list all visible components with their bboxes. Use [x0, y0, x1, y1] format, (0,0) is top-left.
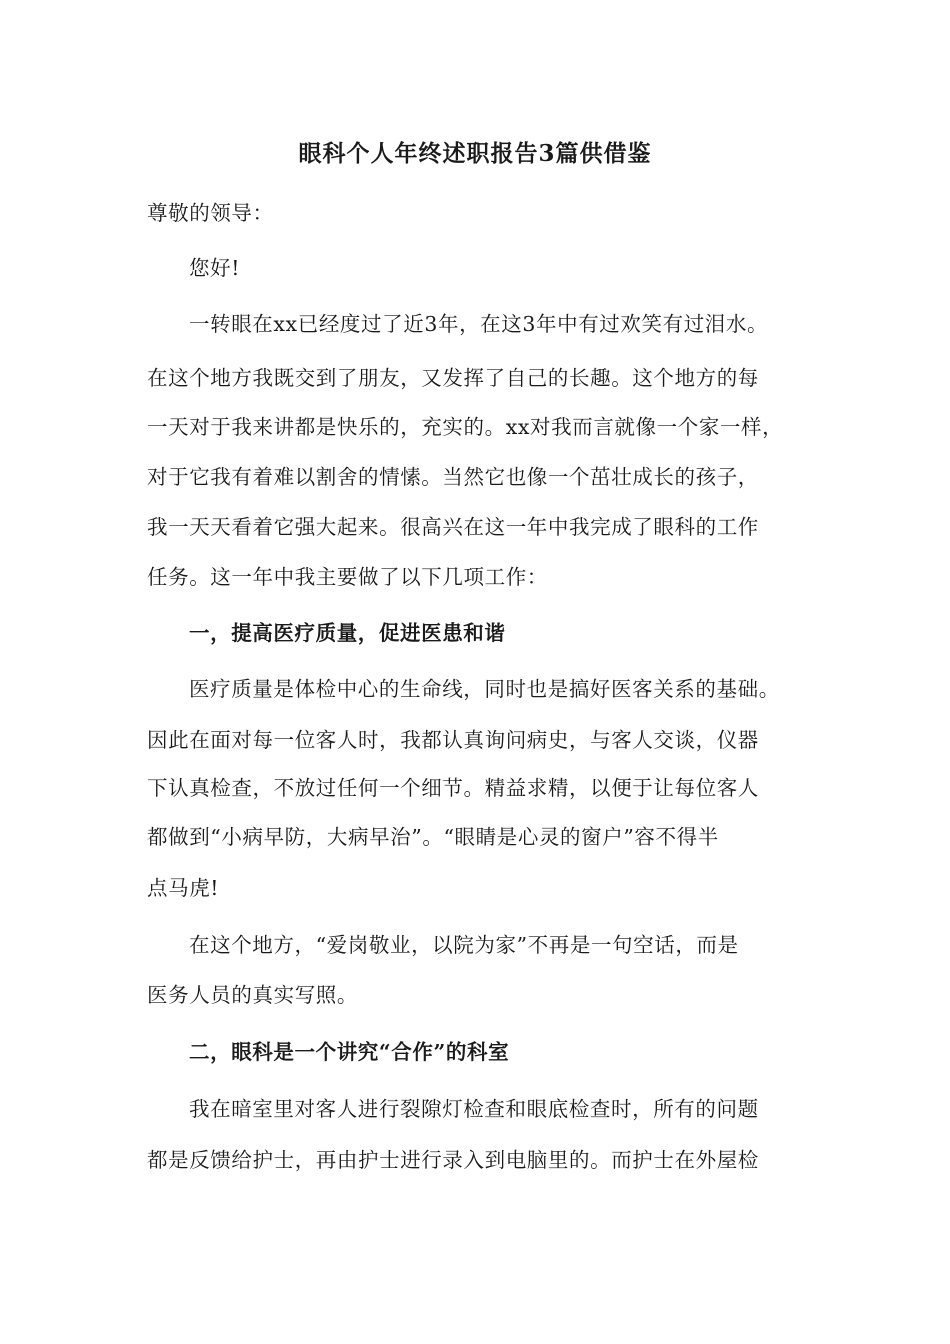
paragraph-line: 我一天天看着它强大起来。很高兴在这一年中我完成了眼科的工作	[147, 515, 759, 539]
paragraph-line: 医疗质量是体检中心的生命线，同时也是搞好医客关系的基础。	[189, 677, 780, 701]
salutation: 尊敬的领导：	[147, 201, 274, 225]
paragraph-line: 我在暗室里对客人进行裂隙灯检查和眼底检查时，所有的问题	[189, 1097, 759, 1121]
paragraph-line: 都做到“小病早防，大病早治”。“眼睛是心灵的窗户”容不得半	[147, 825, 719, 849]
paragraph-line: 因此在面对每一位客人时，我都认真询问病史，与客人交谈，仪器	[147, 728, 759, 752]
document-title: 眼科个人年终述职报告3篇供借鉴	[298, 140, 652, 167]
paragraph-line: 一转眼在xx已经度过了近3年，在这3年中有过欢笑有过泪水。	[189, 312, 769, 336]
paragraph-line: 在这个地方我既交到了朋友，又发挥了自己的长趣。这个地方的每	[147, 366, 759, 390]
paragraph-line: 一天对于我来讲都是快乐的，充实的。xx对我而言就像一个家一样，	[147, 415, 784, 439]
paragraph-line: 点马虎!	[147, 876, 220, 900]
paragraph-line: 任务。这一年中我主要做了以下几项工作：	[147, 565, 548, 589]
paragraph-line: 下认真检查，不放过任何一个细节。精益求精，以便于让每位客人	[147, 776, 759, 800]
paragraph-line: 都是反馈给护士，再由护士进行录入到电脑里的。而护士在外屋检	[147, 1148, 759, 1172]
section-heading-2: 二，眼科是一个讲究“合作”的科室	[189, 1040, 510, 1064]
section-heading-1: 一，提高医疗质量，促进医患和谐	[189, 621, 506, 645]
greeting: 您好!	[189, 256, 241, 280]
paragraph-line: 对于它我有着难以割舍的情愫。当然它也像一个茁壮成长的孩子，	[147, 465, 759, 489]
paragraph-line: 医务人员的真实写照。	[147, 983, 358, 1007]
paragraph-line: 在这个地方，“爱岗敬业，以院为家”不再是一句空话，而是	[189, 933, 739, 957]
